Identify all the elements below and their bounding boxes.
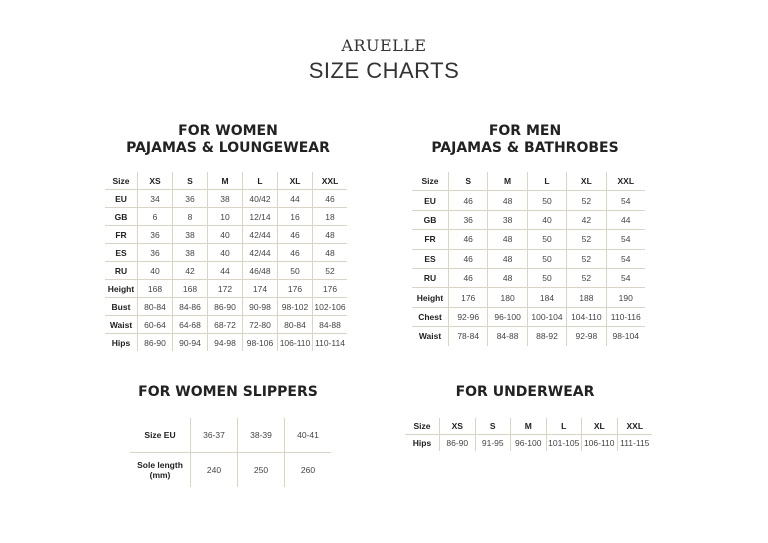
table-header-cell: M: [488, 172, 527, 191]
table-header-cell: Size: [105, 172, 138, 190]
table-cell: 48: [313, 226, 348, 244]
table-cell: 44: [208, 262, 243, 280]
table-cell: 52: [567, 249, 606, 268]
table-row-label: EU: [105, 190, 138, 208]
table-cell: 240: [191, 453, 238, 488]
table-row: [105, 226, 347, 244]
table-cell: 101-105: [546, 435, 582, 452]
table-cell: 94-98: [208, 334, 243, 352]
table-cell: 88-92: [527, 327, 566, 346]
table-cell: 54: [606, 249, 645, 268]
table-cell: 50: [527, 191, 566, 210]
table-row-label: GB: [412, 210, 449, 229]
table-cell: 48: [313, 244, 348, 262]
table-row-label: Size EU: [130, 418, 191, 453]
table-cell: 176: [278, 280, 313, 298]
table-cell: 86-90: [138, 334, 173, 352]
table-cell: 98-104: [612, 331, 639, 342]
table-cell: 190: [606, 288, 645, 307]
table-cell: 180: [488, 288, 527, 307]
table-cell: 44: [606, 210, 645, 229]
table-cell: 18: [313, 208, 348, 226]
table-row: [130, 453, 331, 488]
table-row: [412, 268, 645, 287]
table-cell: 52: [567, 268, 606, 287]
women-size-table: [105, 172, 347, 351]
table-row: [412, 249, 645, 268]
table-cell: 96-100: [511, 435, 547, 452]
table-cell: 50: [278, 262, 313, 280]
table-cell: 54: [606, 191, 645, 210]
table-cell: 36: [173, 190, 208, 208]
page-title: SIZE CHARTS: [308, 58, 460, 83]
table-cell: 98-102: [278, 298, 313, 316]
table-cell: 10: [208, 208, 243, 226]
table-cell: 46/48: [243, 262, 278, 280]
table-cell: 46: [278, 226, 313, 244]
table-row-label: Hips: [405, 435, 440, 452]
table-cell: 100-104: [527, 307, 566, 326]
table-header-cell: XXL: [606, 172, 645, 191]
table-cell: 42/44: [243, 244, 278, 262]
table-cell: 184: [527, 288, 566, 307]
table-row: [130, 418, 331, 453]
men-section-title: [400, 123, 650, 157]
table-cell: 48: [488, 191, 527, 210]
table-cell: 36: [449, 210, 488, 229]
table-cell: 48: [488, 230, 527, 249]
table-cell: 50: [527, 230, 566, 249]
table-row: [412, 327, 645, 346]
table-cell: 54: [606, 268, 645, 287]
table-row-label: Height: [105, 280, 138, 298]
table-cell: 260: [300, 465, 316, 475]
table-row-label: Waist: [105, 316, 138, 334]
table-cell: 48: [488, 249, 527, 268]
table-cell: 36: [138, 226, 173, 244]
table-cell: 84-88: [488, 327, 527, 346]
table-cell: 38: [488, 210, 527, 229]
table-header-row: [412, 172, 645, 191]
table-cell: 50: [527, 249, 566, 268]
table-row: [412, 230, 645, 249]
table-cell: 176: [449, 288, 488, 307]
table-cell: 86-90: [440, 435, 476, 452]
table-row: [105, 334, 347, 352]
table-header-cell: M: [208, 172, 243, 190]
women-title-line2: PAJAMAS & LOUNGEWEAR: [126, 140, 330, 156]
table-cell: 110-114: [315, 337, 345, 348]
table-row: [105, 280, 347, 298]
table-cell: 64-68: [173, 316, 208, 334]
table-header-cell: XS: [440, 418, 476, 435]
table-header-cell: XL: [278, 172, 313, 190]
table-cell: 38: [173, 226, 208, 244]
table-cell: 98-106: [243, 334, 278, 352]
table-cell: 46: [449, 268, 488, 287]
table-cell: 46: [449, 230, 488, 249]
table-cell: 38: [208, 190, 243, 208]
table-header-cell: Size: [405, 418, 440, 435]
table-cell: 54: [606, 230, 645, 249]
table-cell: 12/14: [243, 208, 278, 226]
table-cell: 176: [313, 280, 348, 298]
table-header-cell: L: [527, 172, 566, 191]
table-cell: 8: [173, 208, 208, 226]
slippers-section-title: FOR WOMEN SLIPPERS: [138, 384, 318, 400]
table-header-cell: S: [475, 418, 511, 435]
table-row: [412, 191, 645, 210]
table-header-cell: XXL: [313, 172, 348, 190]
table-cell: 96-100: [488, 307, 527, 326]
table-cell: 91-95: [475, 435, 511, 452]
table-row: [405, 435, 652, 452]
table-cell: 48: [488, 268, 527, 287]
table-cell: 172: [208, 280, 243, 298]
table-cell: 40: [527, 210, 566, 229]
table-cell: 52: [567, 230, 606, 249]
table-cell: 111-115: [620, 438, 650, 448]
table-header-row: [105, 172, 347, 190]
table-row-label: Hips: [105, 334, 138, 352]
table-cell: 36-37: [191, 418, 238, 453]
table-cell: 68-72: [208, 316, 243, 334]
table-cell: 106-110: [278, 334, 313, 352]
table-cell: 80-84: [278, 316, 313, 334]
women-section-title: [103, 123, 353, 157]
table-cell: 78-84: [449, 327, 488, 346]
table-cell: 46: [313, 190, 348, 208]
table-cell: 250: [238, 453, 285, 488]
brand-name: ARUELLE: [341, 36, 427, 55]
women-title-line1: FOR WOMEN: [178, 123, 278, 139]
table-cell: 40/42: [243, 190, 278, 208]
table-row-label: RU: [412, 268, 449, 287]
table-cell: 46: [449, 191, 488, 210]
table-cell: 110-116: [606, 307, 645, 326]
table-cell: 188: [567, 288, 606, 307]
table-cell: 6: [138, 208, 173, 226]
table-cell: 90-94: [173, 334, 208, 352]
table-cell: 52: [567, 191, 606, 210]
table-row-label: GB: [105, 208, 138, 226]
slippers-size-table: [130, 418, 331, 487]
table-header-cell: XL: [582, 418, 618, 435]
table-cell: 36: [138, 244, 173, 262]
table-cell: 102-106: [313, 298, 348, 316]
table-row: [105, 316, 347, 334]
table-cell: 174: [243, 280, 278, 298]
table-row-label: EU: [412, 191, 449, 210]
table-row-label: FR: [412, 230, 449, 249]
table-cell: 46: [278, 244, 313, 262]
table-cell: 86-90: [208, 298, 243, 316]
table-row-label: RU: [105, 262, 138, 280]
men-size-table: [412, 172, 645, 346]
table-row: [412, 210, 645, 229]
table-row-label: ES: [105, 244, 138, 262]
table-cell: 106-110: [582, 435, 618, 452]
table-row: [412, 307, 645, 326]
table-cell: 80-84: [138, 298, 173, 316]
table-cell: 52: [313, 262, 348, 280]
table-row-label: FR: [105, 226, 138, 244]
table-cell: 84-86: [173, 298, 208, 316]
table-header-cell: L: [546, 418, 582, 435]
table-cell: 16: [278, 208, 313, 226]
table-cell: 42: [567, 210, 606, 229]
table-row-label: Chest: [412, 307, 449, 326]
table-header-cell: S: [173, 172, 208, 190]
table-cell: 44: [278, 190, 313, 208]
table-row: [105, 244, 347, 262]
table-row-label: Bust: [105, 298, 138, 316]
table-cell: 90-98: [243, 298, 278, 316]
table-cell: 92-96: [449, 307, 488, 326]
table-header-cell: M: [511, 418, 547, 435]
table-row-label: Sole length (mm): [130, 453, 191, 488]
table-cell: 40: [208, 244, 243, 262]
table-row-label: Waist: [412, 327, 449, 346]
table-cell: 42/44: [243, 226, 278, 244]
table-header-cell: S: [449, 172, 488, 191]
table-cell: 42: [173, 262, 208, 280]
underwear-size-table: [405, 418, 652, 451]
table-cell: 34: [138, 190, 173, 208]
table-header-cell: XXL: [617, 418, 652, 435]
table-cell: 40-41: [285, 418, 332, 453]
men-title-line1: FOR MEN: [488, 123, 562, 139]
table-cell: 72-80: [243, 316, 278, 334]
table-cell: 104-110: [567, 307, 606, 326]
table-row-label: Height: [412, 288, 449, 307]
table-row: [105, 262, 347, 280]
table-row: [412, 288, 645, 307]
table-cell: 46: [449, 249, 488, 268]
table-row: [105, 190, 347, 208]
table-header-cell: Size: [412, 172, 449, 191]
table-cell: 38-39: [238, 418, 285, 453]
table-cell: 92-98: [567, 327, 606, 346]
table-header-cell: XS: [138, 172, 173, 190]
table-cell: 40: [138, 262, 173, 280]
underwear-section-title: FOR UNDERWEAR: [455, 384, 595, 400]
table-header-row: [405, 418, 652, 435]
table-row-label: ES: [412, 249, 449, 268]
table-cell: 168: [173, 280, 208, 298]
table-cell: 50: [527, 268, 566, 287]
table-cell: 60-64: [138, 316, 173, 334]
table-cell: 38: [173, 244, 208, 262]
table-header-cell: L: [243, 172, 278, 190]
table-row: [105, 208, 347, 226]
men-title-line2: PAJAMAS & BATHROBES: [431, 140, 619, 156]
table-cell: 40: [208, 226, 243, 244]
table-cell: 84-88: [313, 316, 348, 334]
table-header-cell: XL: [567, 172, 606, 191]
table-row: [105, 298, 347, 316]
table-cell: 168: [138, 280, 173, 298]
